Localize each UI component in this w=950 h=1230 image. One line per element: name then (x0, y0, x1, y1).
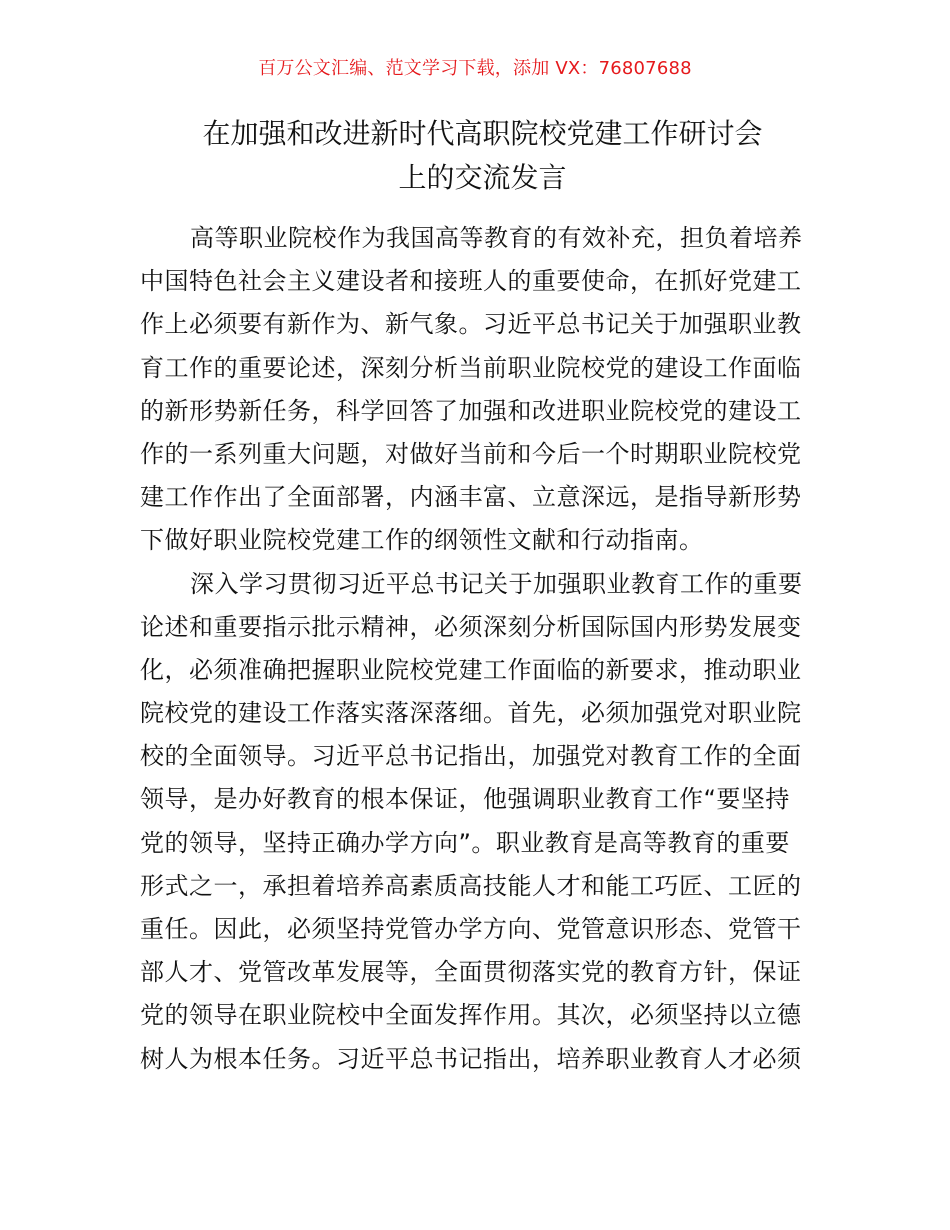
text-line: 作的一系列重大问题，对做好当前和今后一个时期职业院校党 (140, 439, 802, 468)
text-line: 党的领导，坚持正确办学方向”。职业教育是高等教育的重要 (140, 828, 790, 857)
text-line: 领导，是办好教育的根本保证，他强调职业教育工作“要坚持 (140, 785, 790, 814)
text-line: 部人才、党管改革发展等，全面贯彻落实党的教育方针，保证 (140, 958, 802, 987)
text-line: 育工作的重要论述，深刻分析当前职业院校党的建设工作面临 (140, 353, 802, 382)
paragraph-1 (140, 217, 830, 563)
text-line: 的新形势新任务，科学回答了加强和改进职业院校党的建设工 (140, 396, 802, 425)
text-line: 树人为根本任务。习近平总书记指出，培养职业教育人才必须 (140, 1044, 802, 1073)
text-line: 形式之一，承担着培养高素质高技能人才和能工巧匠、工匠的 (140, 871, 802, 900)
watermark-banner: 百万公文汇编、范文学习下载，添加 VX：76807688 (258, 58, 692, 79)
title-line-2: 上的交流发言 (398, 161, 567, 194)
text-line: 化，必须准确把握职业院校党建工作面临的新要求，推动职业 (140, 655, 802, 684)
text-line: 深入学习贯彻习近平总书记关于加强职业教育工作的重要 (190, 569, 803, 598)
text-line: 论述和重要指示批示精神，必须深刻分析国际国内形势发展变 (140, 612, 802, 641)
text-line: 中国特色社会主义建设者和接班人的重要使命，在抓好党建工 (140, 267, 802, 296)
text-line: 校的全面领导。习近平总书记指出，加强党对教育工作的全面 (140, 742, 802, 771)
title-line-1: 在加强和改进新时代高职院校党建工作研讨会 (202, 117, 763, 150)
text-line: 院校党的建设工作落实落深落细。首先，必须加强党对职业院 (140, 699, 802, 728)
text-line: 党的领导在职业院校中全面发挥作用。其次，必须坚持以立德 (140, 1001, 802, 1030)
text-line: 重任。因此，必须坚持党管办学方向、党管意识形态、党管干 (140, 915, 802, 943)
text-line: 高等职业院校作为我国高等教育的有效补充，担负着培养 (190, 224, 803, 252)
document-body (140, 217, 830, 1081)
text-line: 作上必须要有新作为、新气象。习近平总书记关于加强职业教 (140, 310, 802, 339)
document-title (140, 112, 825, 200)
paragraph-2 (140, 563, 830, 1081)
text-line: 下做好职业院校党建工作的纲领性文献和行动指南。 (140, 526, 704, 555)
text-line: 建工作作出了全面部署，内涵丰富、立意深远，是指导新形势 (140, 483, 802, 512)
